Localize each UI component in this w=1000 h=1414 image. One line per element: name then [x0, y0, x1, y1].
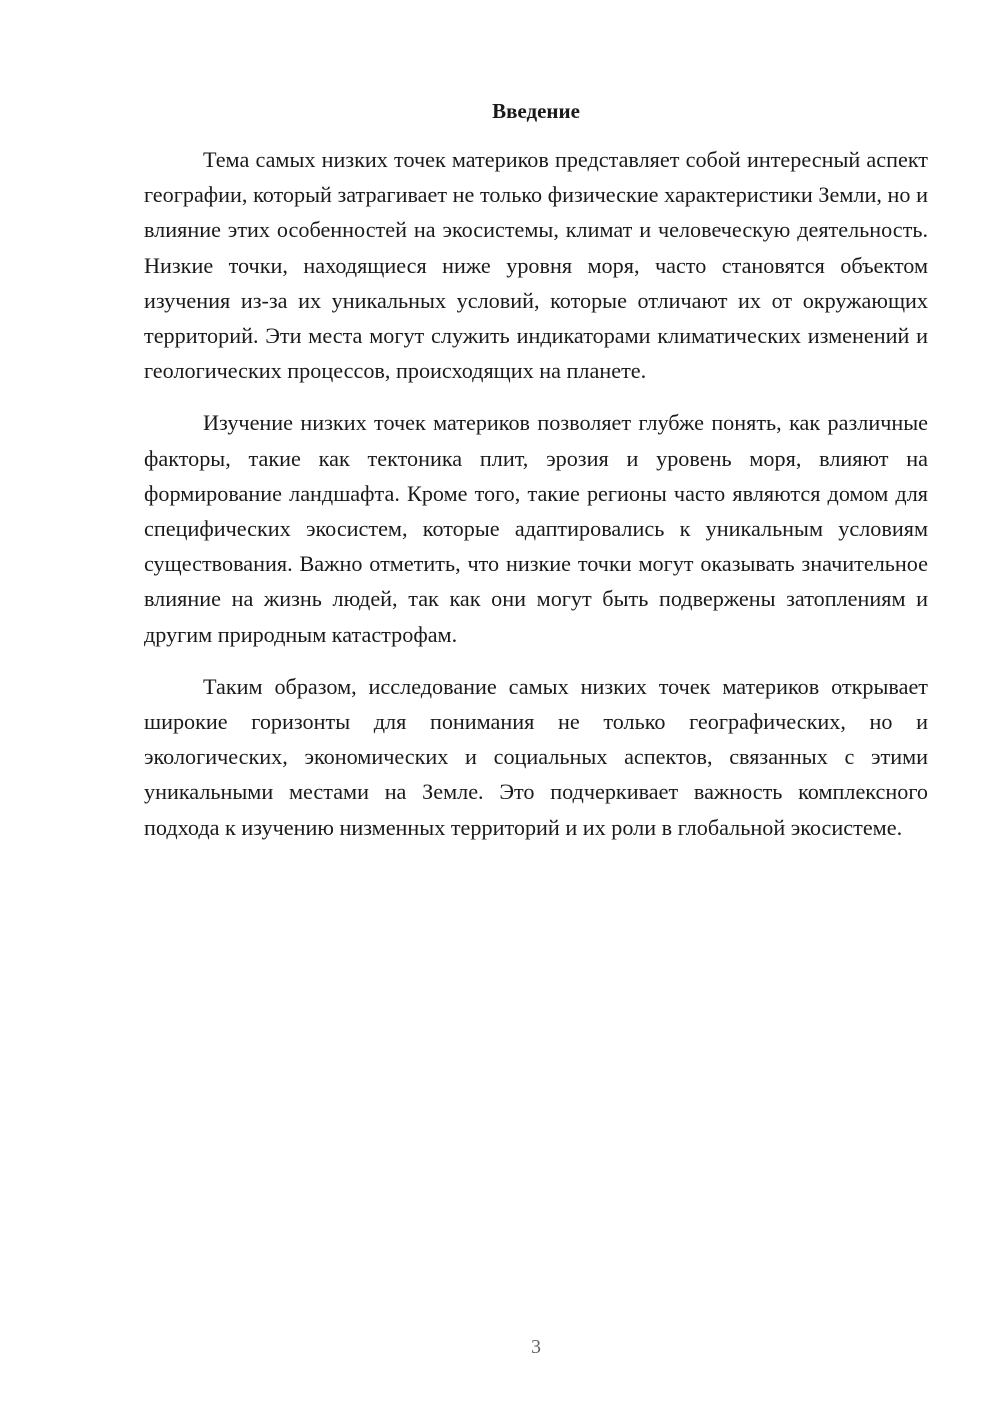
section-heading: Введение	[492, 99, 580, 123]
body-text	[144, 142, 928, 862]
paragraph-3: Таким образом, исследование самых низких точек материков открывает широкие горизонты для понимания не только географических, но и экологических, экономических и социальных аспектов, связанных с этими уникальными местами на Земле. Это подчеркивает важность комплексного подхода к изучению низменных территорий и их роли в глобальной экосистеме.	[144, 673, 928, 840]
paragraph-1: Тема самых низких точек материков представляет собой интересный аспект географии, который затрагивает не только физические характеристики Земли, но и влияние этих особенностей на экосистемы, климат и человеческую деятельность. Низкие точки, находящиеся ниже уровня моря, часто становятся объектом изучения из-за их уникальных условий, которые отличают их от окружающих территорий. Эти места могут служить индикаторами климатических изменений и геологических процессов, происходящих на планете.	[144, 147, 928, 384]
page-number: 3	[531, 1336, 541, 1358]
paragraph-2: Изучение низких точек материков позволяет глубже понять, как различные факторы, такие как тектоника плит, эрозия и уровень моря, влияют на формирование ландшафта. Кроме того, такие регионы часто являются домом для специфических экосистем, которые адаптировались к уникальным условиям существования. Важно отметить, что низкие точки могут оказывать значительное влияние на жизнь людей, так как они могут быть подвержены затоплениям и другим природным катастрофам.	[144, 410, 928, 647]
